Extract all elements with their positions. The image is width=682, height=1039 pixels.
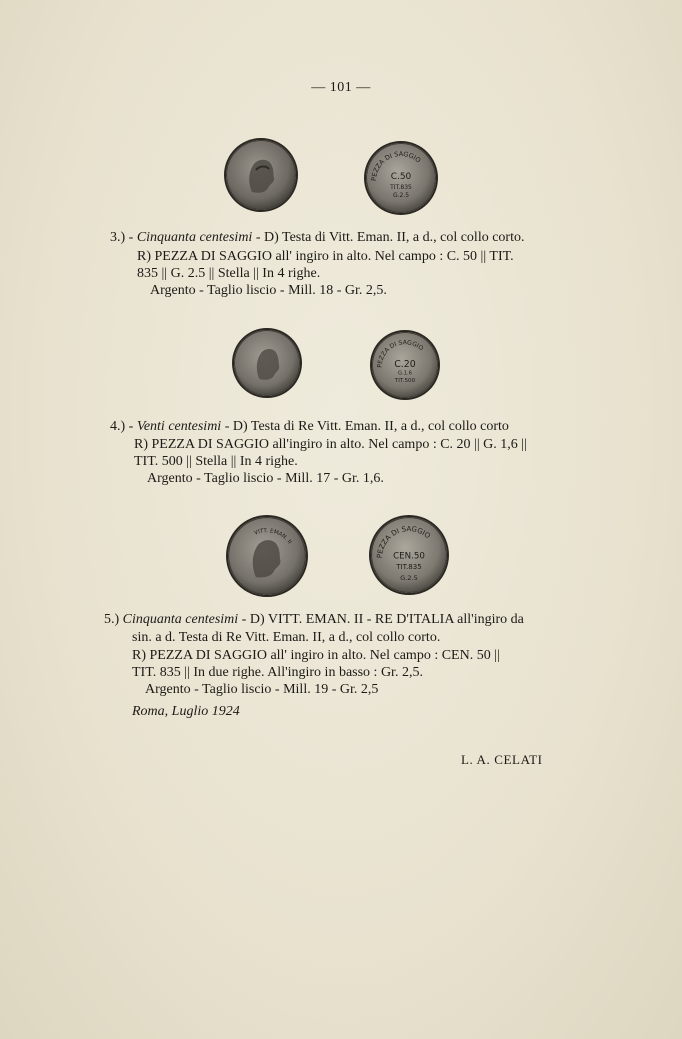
entry-5-line-2: sin. a d. Testa di Re Vitt. Eman. II, a d., col collo corto. — [132, 630, 441, 645]
coin-4-value: C.20 — [394, 358, 416, 370]
coin-5-value: CEN.50 — [393, 551, 425, 562]
coin-obverse-4 — [234, 330, 300, 396]
entry-4-number: 4.) - — [110, 419, 134, 434]
coin-5-obverse-legend: VITT. EMAN. II — [253, 528, 293, 546]
entry-5-line-3: R) PEZZA DI SAGGIO all' ingiro in alto. Nel campo : CEN. 50 || — [132, 648, 500, 663]
entry-5-title: Cinquanta centesimi — [122, 612, 239, 627]
coin-4-weight: G.1.6 — [398, 370, 412, 377]
coin-reverse-5 — [371, 517, 447, 593]
entry-5-line-1: - D) VITT. EMAN. II - RE D'ITALIA all'ingiro da — [241, 612, 524, 627]
entry-3-title: Cinquanta centesimi — [136, 230, 253, 245]
coin-5-weight: G.2.5 — [400, 573, 418, 582]
coin-3-tit: TIT.835 — [390, 184, 412, 191]
coin-reverse-3 — [366, 143, 436, 213]
coin-4-legend: PEZZA DI SAGGIO — [376, 339, 425, 369]
entry-5-line-4: TIT. 835 || In due righe. All'ingiro in basso : Gr. 2,5. — [132, 665, 423, 680]
coin-3-value: C.50 — [390, 172, 412, 182]
coin-3-legend: PEZZA DI SAGGIO — [369, 150, 423, 182]
entry-4-line-3: TIT. 500 || Stella || In 4 righe. — [134, 454, 298, 469]
date-line: Roma, Luglio 1924 — [132, 704, 240, 719]
page-number: — 101 — — [311, 80, 371, 95]
coin-4-tit: TIT.500 — [394, 377, 416, 384]
coin-3-weight: G.2.5 — [392, 192, 410, 199]
entry-3-line-1: - D) Testa di Vitt. Eman. II, a d., col collo corto. — [255, 230, 525, 245]
entry-4-line-4: Argento - Taglio liscio - Mill. 17 - Gr. 1,6. — [147, 471, 384, 486]
coin-obverse-3 — [226, 140, 296, 210]
entry-4-line-2: R) PEZZA DI SAGGIO all'ingiro in alto. Nel campo : C. 20 || G. 1,6 || — [134, 437, 527, 452]
coin-5-tit: TIT.835 — [396, 562, 422, 572]
entry-4-title: Venti centesimi — [136, 419, 222, 434]
coin-obverse-5 — [228, 517, 306, 595]
entry-5-number: 5.) — [104, 612, 120, 627]
entry-5-line-5: Argento - Taglio liscio - Mill. 19 - Gr. 2,5 — [145, 682, 379, 697]
signature: L. A. CELATI — [461, 752, 543, 767]
entry-3-number: 3.) - — [110, 230, 134, 245]
coin-5-legend: PEZZA DI SAGGIO — [374, 524, 433, 559]
entry-4-line-1: - D) Testa di Re Vitt. Eman. II, a d., col collo corto — [224, 419, 509, 434]
entry-3-line-3: 835 || G. 2.5 || Stella || In 4 righe. — [137, 266, 321, 281]
entry-3-line-2: R) PEZZA DI SAGGIO all' ingiro in alto. Nel campo : C. 50 || TIT. — [137, 249, 514, 264]
coin-reverse-4 — [372, 332, 438, 398]
entry-3-line-4: Argento - Taglio liscio - Mill. 18 - Gr. 2,5. — [150, 283, 387, 298]
